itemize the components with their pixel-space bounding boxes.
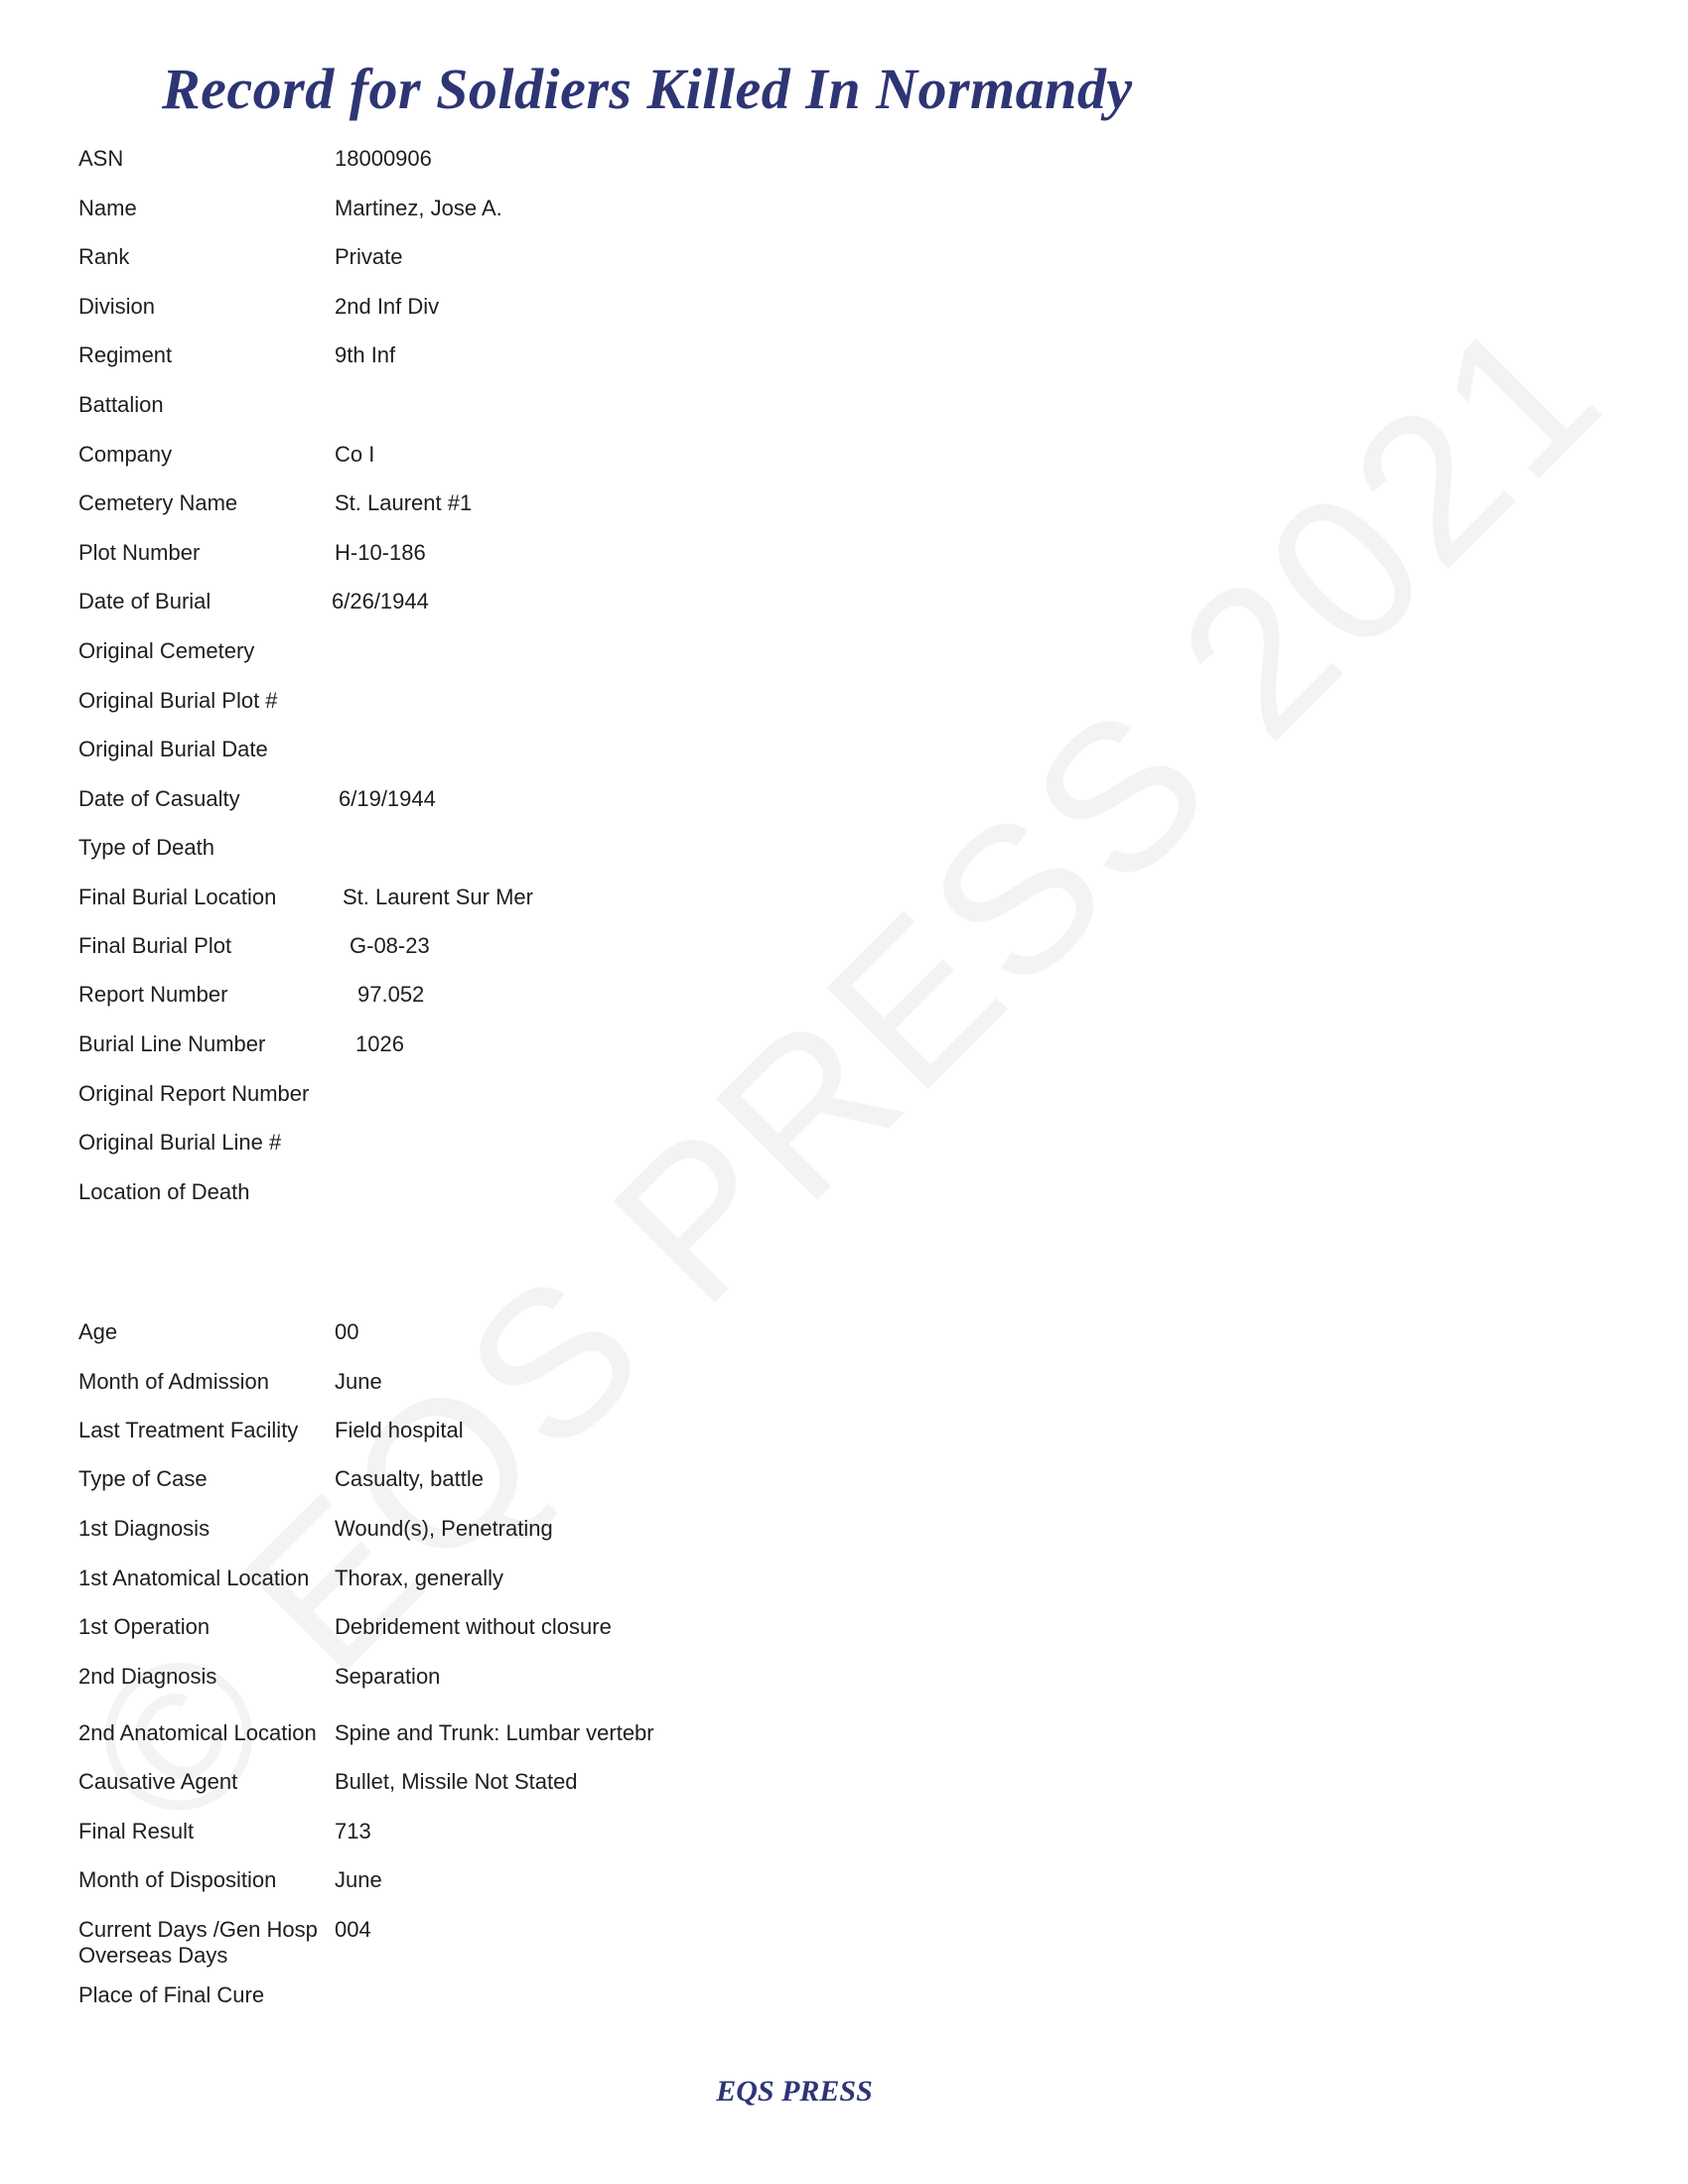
field-value-month-of-admission: June xyxy=(335,1369,382,1394)
field-value-type-of-case: Casualty, battle xyxy=(335,1466,485,1491)
field-value-burial-line-number: 1026 xyxy=(355,1031,404,1056)
page-title: Record for Soldiers Killed In Normandy xyxy=(162,57,1133,121)
field-label-type-of-death: Type of Death xyxy=(78,835,214,860)
field-label-1st-diagnosis: 1st Diagnosis xyxy=(78,1516,211,1541)
field-value-cemetery-name: St. Laurent #1 xyxy=(335,490,473,515)
field-label-battalion: Battalion xyxy=(78,392,164,417)
field-value-final-burial-location: St. Laurent Sur Mer xyxy=(343,885,533,909)
field-label-rank: Rank xyxy=(78,244,130,269)
field-label-final-burial-location: Final Burial Location xyxy=(78,885,277,909)
field-label-company: Company xyxy=(78,442,173,467)
field-value-age: 00 xyxy=(335,1319,359,1344)
field-label-final-result: Final Result xyxy=(78,1819,195,1843)
field-value-2nd-diagnosis: Separation xyxy=(335,1664,441,1689)
field-label-asn: ASN xyxy=(78,146,124,171)
field-label-month-of-disposition: Month of Disposition xyxy=(78,1867,277,1892)
field-label-original-burial-date: Original Burial Date xyxy=(78,737,268,761)
field-label-current-days-gen-hosp: Current Days /Gen Hosp xyxy=(78,1917,318,1942)
field-label-1st-anatomical-location: 1st Anatomical Location xyxy=(78,1566,310,1590)
field-label-regiment: Regiment xyxy=(78,342,173,367)
field-value-report-number: 97.052 xyxy=(357,982,425,1007)
field-value-1st-operation: Debridement without closure xyxy=(335,1614,612,1639)
field-label-name: Name xyxy=(78,196,137,220)
field-label-original-cemetery: Original Cemetery xyxy=(78,638,255,663)
field-label-plot-number: Plot Number xyxy=(78,540,201,565)
field-label-date-of-casualty: Date of Casualty xyxy=(78,786,240,811)
field-label-month-of-admission: Month of Admission xyxy=(78,1369,269,1394)
field-value-asn: 18000906 xyxy=(335,146,432,171)
field-label-cemetery-name: Cemetery Name xyxy=(78,490,238,515)
field-value-rank: Private xyxy=(335,244,403,269)
field-label-original-burial-plot: Original Burial Plot # xyxy=(78,688,278,713)
field-value-date-of-burial: 6/26/1944 xyxy=(332,589,429,614)
field-label-1st-operation: 1st Operation xyxy=(78,1614,211,1639)
field-label-type-of-case: Type of Case xyxy=(78,1466,208,1491)
field-value-month-of-disposition: June xyxy=(335,1867,382,1892)
field-label-2nd-diagnosis: 2nd Diagnosis xyxy=(78,1664,217,1689)
field-value-date-of-casualty: 6/19/1944 xyxy=(339,786,436,811)
field-label-causative-agent: Causative Agent xyxy=(78,1769,238,1794)
field-label-report-number: Report Number xyxy=(78,982,228,1007)
field-label-burial-line-number: Burial Line Number xyxy=(78,1031,266,1056)
field-label-place-of-final-cure: Place of Final Cure xyxy=(78,1982,265,2007)
field-value-1st-diagnosis: Wound(s), Penetrating xyxy=(335,1516,553,1541)
field-value-company: Co I xyxy=(335,442,375,467)
field-value-1st-anatomical-location: Thorax, generally xyxy=(335,1566,503,1590)
field-value-current-days-gen-hosp: 004 xyxy=(335,1917,371,1942)
field-label-date-of-burial: Date of Burial xyxy=(78,589,211,614)
field-value-plot-number: H-10-186 xyxy=(335,540,426,565)
field-value-causative-agent: Bullet, Missile Not Stated xyxy=(335,1769,578,1794)
footer-brand: EQS PRESS xyxy=(716,2075,873,2108)
field-value-regiment: 9th Inf xyxy=(335,342,396,367)
field-label-2nd-anatomical-location: 2nd Anatomical Location xyxy=(78,1720,317,1745)
field-value-last-treatment-facility: Field hospital xyxy=(335,1418,464,1442)
watermark xyxy=(40,268,1648,1876)
field-label-original-burial-line: Original Burial Line # xyxy=(78,1130,282,1155)
field-label-location-of-death: Location of Death xyxy=(78,1179,250,1204)
field-value-name: Martinez, Jose A. xyxy=(335,196,502,220)
field-label-last-treatment-facility: Last Treatment Facility xyxy=(78,1418,299,1442)
field-value-2nd-anatomical-location: Spine and Trunk: Lumbar vertebr xyxy=(335,1720,654,1745)
field-value-division: 2nd Inf Div xyxy=(335,294,440,319)
field-label-overseas-days: Overseas Days xyxy=(78,1943,228,1968)
field-label-age: Age xyxy=(78,1319,118,1344)
field-value-final-burial-plot: G-08-23 xyxy=(350,933,430,958)
field-label-division: Division xyxy=(78,294,156,319)
field-label-final-burial-plot: Final Burial Plot xyxy=(78,933,232,958)
field-value-final-result: 713 xyxy=(335,1819,371,1843)
field-label-original-report-number: Original Report Number xyxy=(78,1081,310,1106)
